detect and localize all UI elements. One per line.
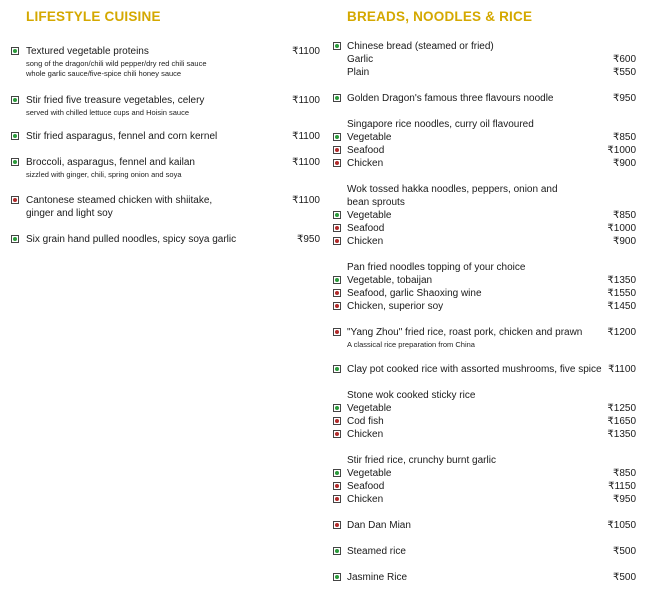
veg-icon <box>333 547 341 555</box>
option-label: Plain <box>347 67 370 78</box>
item-name: Dan Dan Mian <box>347 520 411 531</box>
option-price: ₹1350 <box>607 429 636 440</box>
veg-icon <box>333 404 341 412</box>
option-price: ₹1000 <box>607 145 636 156</box>
non-veg-icon <box>333 417 341 425</box>
non-veg-icon <box>333 224 341 232</box>
non-veg-icon <box>333 521 341 529</box>
item-name-continued: ginger and light soy <box>26 208 113 219</box>
item-price: ₹1100 <box>608 364 636 375</box>
non-veg-icon <box>11 196 19 204</box>
item-name: Stir fried rice, crunchy burnt garlic <box>347 455 496 466</box>
option-label: Chicken <box>347 429 384 440</box>
item-name: Singapore rice noodles, curry oil flavoured <box>347 119 534 130</box>
item-name: Chinese bread (steamed or fried) <box>347 41 494 52</box>
menu-item <box>330 519 640 532</box>
menu-item <box>330 183 640 248</box>
option-price: ₹600 <box>612 54 636 65</box>
item-price: ₹1100 <box>292 46 320 57</box>
option-label: Garlic <box>347 54 374 65</box>
veg-icon <box>11 235 19 243</box>
option-label: Chicken <box>347 158 384 169</box>
option-price: ₹1000 <box>607 223 636 234</box>
menu-item <box>330 326 640 349</box>
item-name: Pan fried noodles topping of your choice <box>347 262 526 273</box>
item-name: Broccoli, asparagus, fennel and kailan <box>26 157 195 168</box>
veg-icon <box>11 96 19 104</box>
veg-icon <box>333 573 341 581</box>
item-price: ₹1100 <box>292 157 320 168</box>
veg-icon <box>333 211 341 219</box>
menu-item <box>330 545 640 558</box>
item-price: ₹1100 <box>292 95 320 106</box>
option-price: ₹1250 <box>607 403 636 414</box>
option-label: Chicken, superior soy <box>347 301 444 312</box>
item-description: whole garlic sauce/five-spice chili honey sauce <box>26 69 182 78</box>
item-description: served with chilled lettuce cups and Hoisin sauce <box>26 108 190 117</box>
menu-item <box>0 156 325 179</box>
menu-item <box>330 261 640 313</box>
menu-item <box>0 233 325 246</box>
veg-icon <box>333 94 341 102</box>
option-label: Seafood, garlic Shaoxing wine <box>347 288 482 299</box>
option-price: ₹1550 <box>607 288 636 299</box>
option-price: ₹950 <box>612 494 636 505</box>
item-name: Clay pot cooked rice with assorted mushrooms, five spice <box>347 364 602 375</box>
item-name-continued: bean sprouts <box>347 197 405 208</box>
item-name: "Yang Zhou" fried rice, roast pork, chicken and prawn <box>347 327 583 338</box>
veg-icon <box>333 365 341 373</box>
option-price: ₹850 <box>612 132 636 143</box>
option-label: Cod fish <box>347 416 384 427</box>
item-name: Golden Dragon's famous three flavours noodle <box>347 93 554 104</box>
section-heading: BREADS, NOODLES & RICE <box>347 9 533 24</box>
veg-icon <box>333 469 341 477</box>
item-price: ₹950 <box>296 234 320 245</box>
non-veg-icon <box>333 328 341 336</box>
non-veg-icon <box>333 495 341 503</box>
veg-icon <box>11 47 19 55</box>
veg-icon <box>333 133 341 141</box>
option-label: Vegetable <box>347 468 392 479</box>
veg-icon <box>333 42 341 50</box>
menu-item <box>330 571 640 584</box>
menu-item <box>0 45 325 78</box>
option-price: ₹550 <box>612 67 636 78</box>
option-label: Chicken <box>347 494 384 505</box>
option-price: ₹900 <box>612 236 636 247</box>
menu-item <box>330 118 640 170</box>
item-price: ₹500 <box>612 572 636 583</box>
non-veg-icon <box>333 159 341 167</box>
non-veg-icon <box>333 289 341 297</box>
item-price: ₹1100 <box>292 195 320 206</box>
option-label: Vegetable <box>347 132 392 143</box>
veg-icon <box>11 158 19 166</box>
item-name: Stone wok cooked sticky rice <box>347 390 476 401</box>
item-name: Six grain hand pulled noodles, spicy soya garlic <box>26 234 237 245</box>
non-veg-icon <box>333 146 341 154</box>
item-price: ₹1100 <box>292 131 320 142</box>
menu-item <box>330 40 640 79</box>
item-name: Stir fried five treasure vegetables, celery <box>26 95 205 106</box>
section-heading: LIFESTYLE CUISINE <box>26 9 161 24</box>
item-description: sizzled with ginger, chili, spring onion and soya <box>26 170 182 179</box>
item-name: Cantonese steamed chicken with shiitake, <box>26 195 213 206</box>
item-name: Stir fried asparagus, fennel and corn kernel <box>26 131 218 142</box>
option-price: ₹1350 <box>607 275 636 286</box>
non-veg-icon <box>333 482 341 490</box>
option-price: ₹1450 <box>607 301 636 312</box>
non-veg-icon <box>333 430 341 438</box>
item-description: A classical rice preparation from China <box>347 340 475 349</box>
option-label: Vegetable <box>347 403 392 414</box>
option-label: Seafood <box>347 481 385 492</box>
option-price: ₹1150 <box>608 481 636 492</box>
option-price: ₹850 <box>612 210 636 221</box>
item-price: ₹950 <box>612 93 636 104</box>
non-veg-icon <box>333 237 341 245</box>
menu-item <box>330 454 640 506</box>
option-price: ₹900 <box>612 158 636 169</box>
option-price: ₹1650 <box>607 416 636 427</box>
item-name: Jasmine Rice <box>347 572 408 583</box>
menu-item <box>0 194 325 220</box>
option-label: Seafood <box>347 145 385 156</box>
option-label: Vegetable, tobaijan <box>347 275 433 286</box>
item-name: Textured vegetable proteins <box>26 46 149 57</box>
item-price: ₹1050 <box>607 520 636 531</box>
option-label: Vegetable <box>347 210 392 221</box>
item-name: Wok tossed hakka noodles, peppers, onion and <box>347 184 558 195</box>
item-description: song of the dragon/chili wild pepper/dry red chili sauce <box>26 59 207 68</box>
menu-item <box>0 130 325 143</box>
option-price: ₹850 <box>612 468 636 479</box>
non-veg-icon <box>333 302 341 310</box>
veg-icon <box>11 132 19 140</box>
option-label: Seafood <box>347 223 385 234</box>
veg-icon <box>333 276 341 284</box>
menu-item <box>330 92 640 105</box>
menu-item <box>330 363 640 376</box>
item-name: Steamed rice <box>347 546 406 557</box>
item-price: ₹1200 <box>607 327 636 338</box>
menu-item <box>330 389 640 441</box>
option-label: Chicken <box>347 236 384 247</box>
item-price: ₹500 <box>612 546 636 557</box>
menu-item <box>0 94 325 117</box>
